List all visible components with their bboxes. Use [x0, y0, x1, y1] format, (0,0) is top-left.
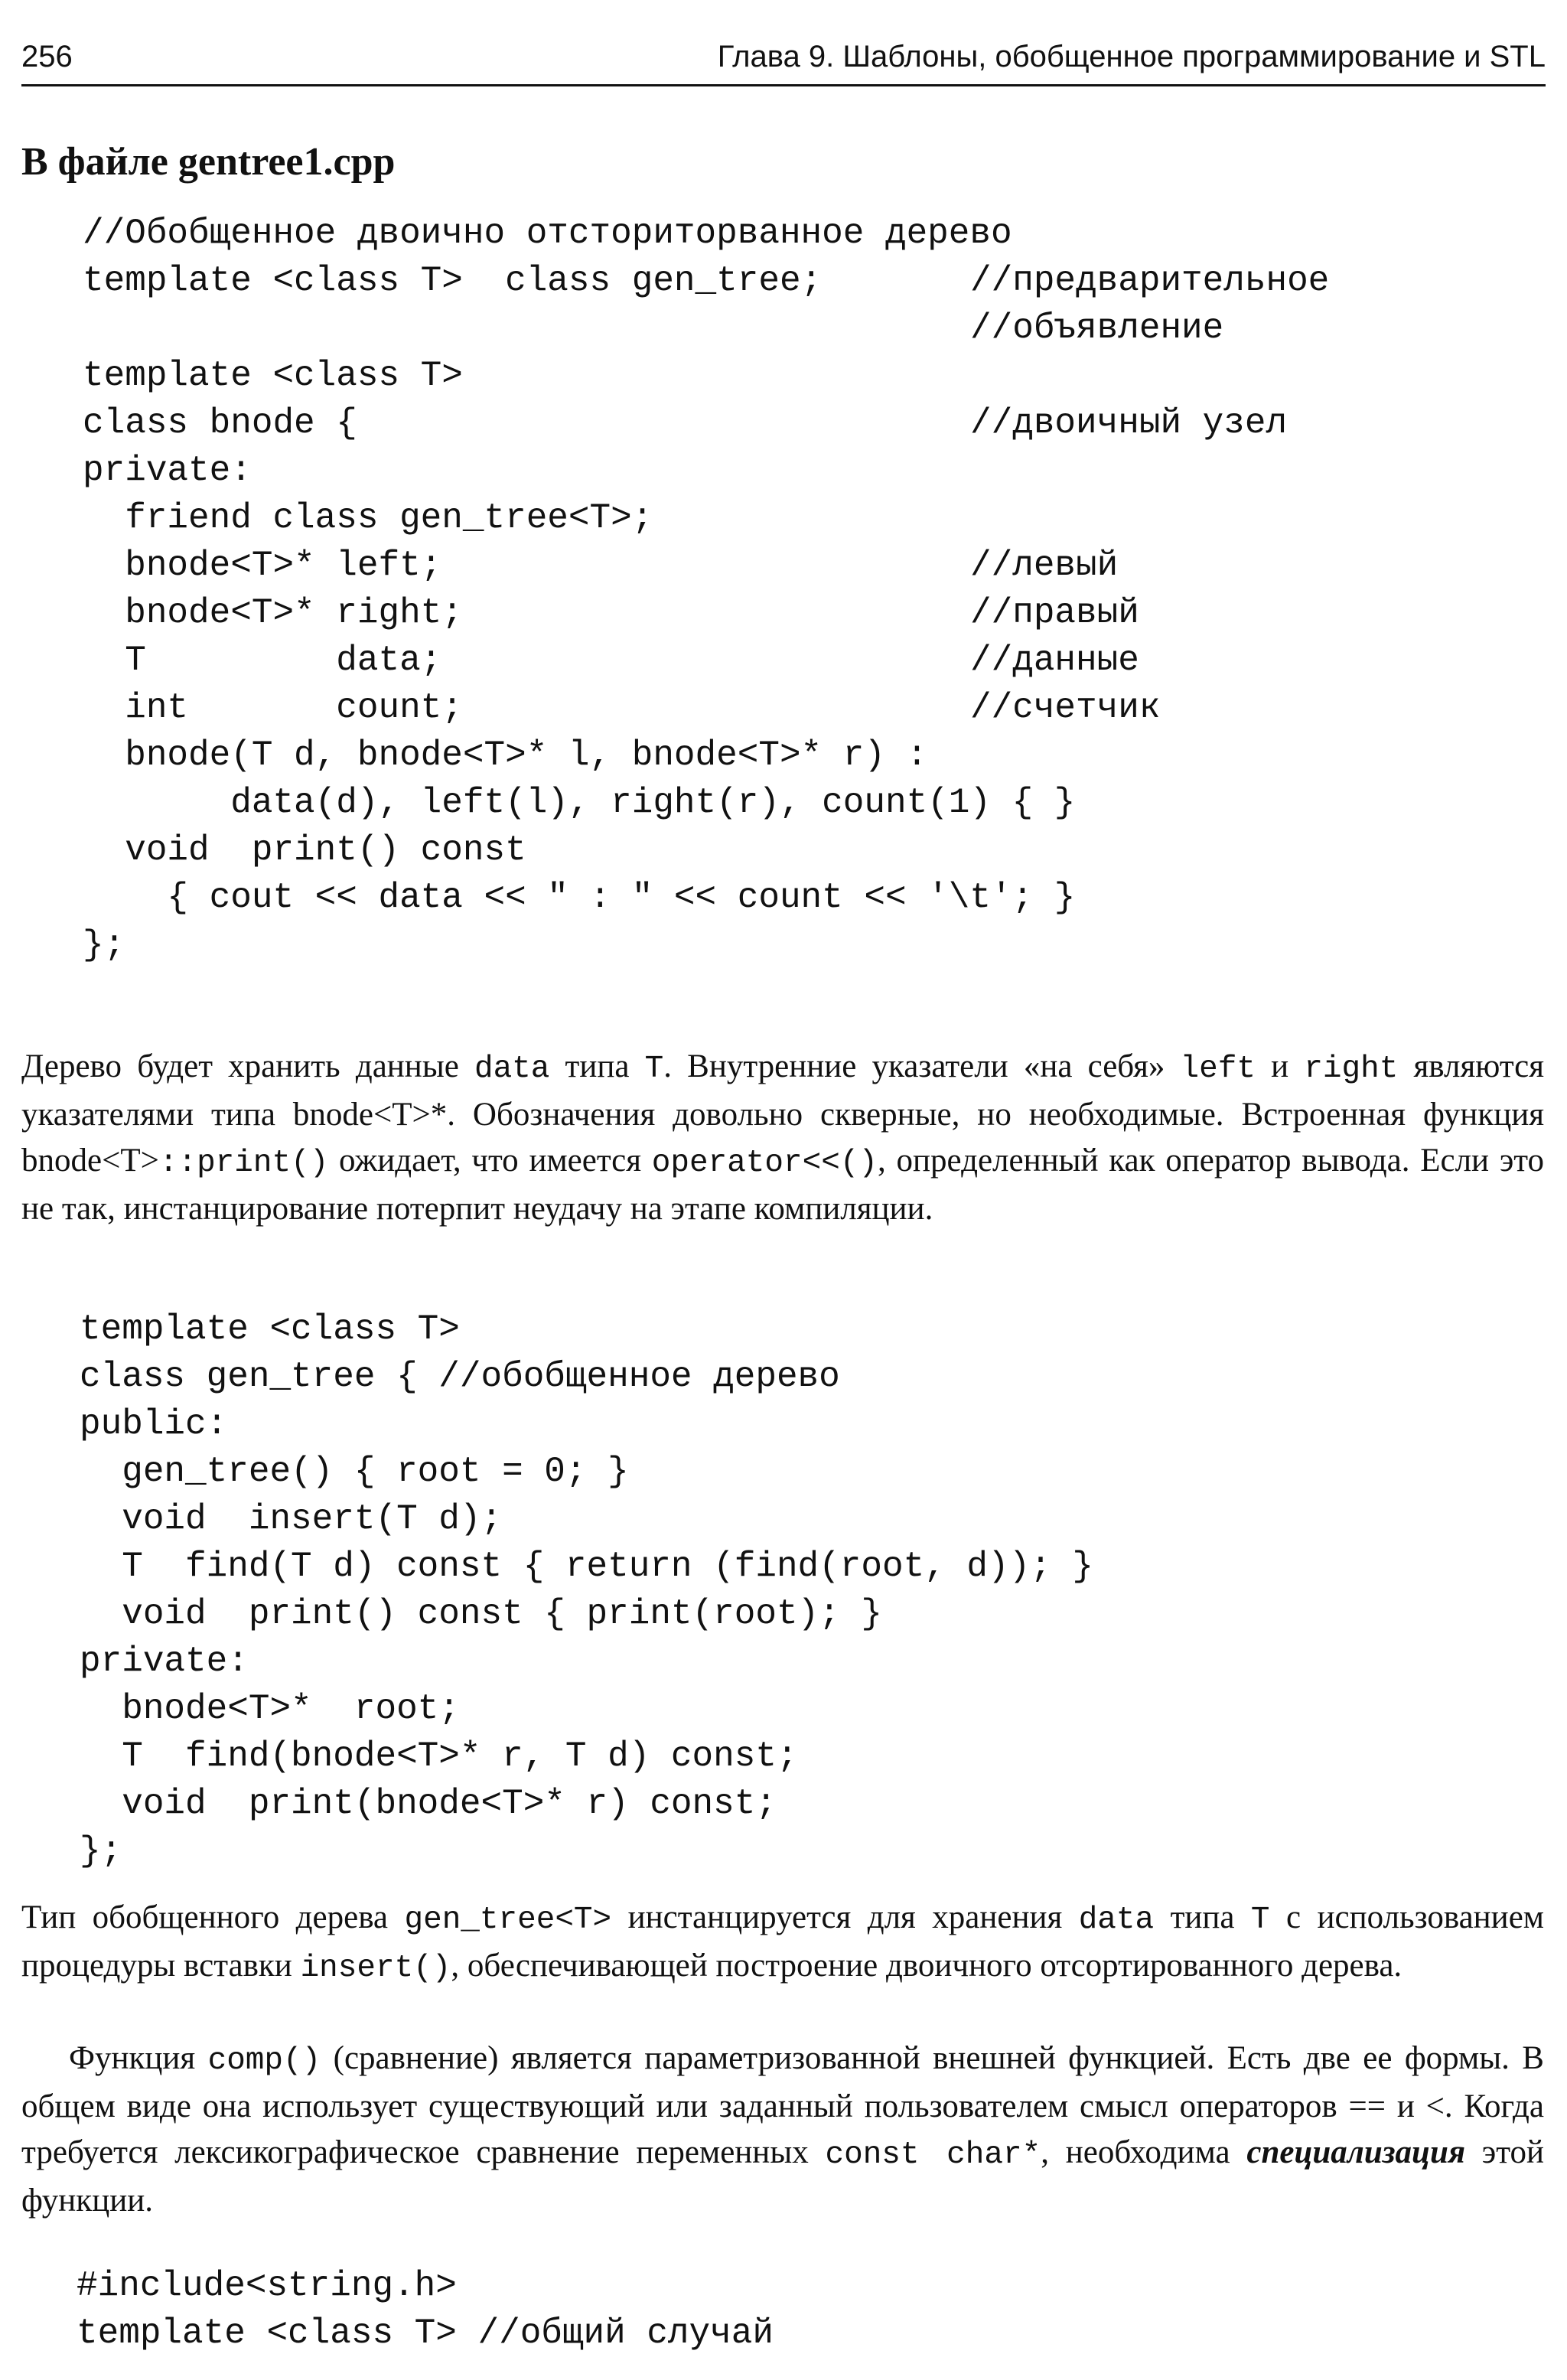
inline-code: ::print() [158, 1146, 329, 1181]
code-line [80, 1543, 1093, 1590]
code-text: class bnode { [83, 403, 357, 443]
inline-code: right [1304, 1051, 1399, 1087]
paragraph-gen-tree-description [21, 1895, 1544, 1991]
code-text: #include<string.h> [77, 2266, 457, 2306]
paragraph-comp-description [21, 2036, 1544, 2224]
text-run: Функция [69, 2040, 208, 2076]
code-line [80, 1827, 1093, 1875]
inline-code: insert() [300, 1951, 451, 1986]
code-block-comp [77, 2262, 774, 2357]
code-line [80, 1733, 1093, 1780]
code-line [83, 494, 1075, 542]
code-text: T find(T d) const { return (find(root, d)); } [80, 1547, 1094, 1586]
code-comment: //объявление [970, 308, 1224, 348]
code-text: void print() const [83, 830, 526, 870]
code-line [83, 257, 1330, 305]
code-text: }; [80, 1831, 122, 1871]
code-text: bnode<T>* root; [80, 1689, 460, 1729]
running-head [21, 40, 1546, 86]
code-text: bnode(T d, bnode<T>* l, bnode<T>* r) : [83, 735, 928, 775]
code-comment: //левый [970, 546, 1119, 585]
code-comment: //данные [970, 641, 1139, 680]
code-line [80, 1685, 1093, 1733]
inline-code: gen_tree<T> [404, 1902, 612, 1938]
code-text: //Обобщенное двоично отсториторванное дерево [83, 214, 1012, 253]
code-text: T data; [83, 641, 442, 680]
inline-code: operator<<() [651, 1146, 878, 1181]
code-text: private: [80, 1642, 249, 1681]
code-line [83, 637, 1139, 684]
code-line [83, 447, 1075, 494]
text-run: , обеспечивающей построение двоичного отсортированного дерева. [451, 1948, 1402, 1984]
code-text: bnode<T>* left; [83, 546, 442, 585]
text-run: и [1255, 1048, 1305, 1084]
text-run: типа [1154, 1899, 1251, 1935]
code-text: template <class T> [80, 1309, 460, 1349]
code-line [83, 779, 1075, 826]
code-text: template <class T> //общий случай [77, 2313, 774, 2353]
code-text: data(d), left(l), right(r), count(1) { } [83, 783, 1076, 823]
inline-code: comp() [207, 2043, 321, 2078]
inline-code: left [1180, 1051, 1256, 1087]
code-line [83, 921, 1075, 969]
code-text: template <class T> class gen_tree; [83, 261, 823, 301]
code-line [80, 1495, 1093, 1543]
code-line [80, 1780, 1093, 1827]
chapter-title: Глава 9. Шаблоны, обобщенное программирование и STL [717, 40, 1546, 73]
code-line [77, 2262, 774, 2310]
code-line [83, 210, 1075, 257]
code-line [80, 1448, 1093, 1495]
code-line [83, 352, 1075, 399]
text-run: , необходима [1041, 2134, 1247, 2170]
code-line [80, 1590, 1093, 1638]
text-run: являются указателями типа bnode<T>*. Обозначения довольно скверные, но необходимые. Встроенная функция bnode<T> [21, 1048, 1544, 1179]
text-run: с использованием процедуры вставки [21, 1899, 1544, 1984]
text-run: . Внутренние указатели «на себя» [663, 1048, 1181, 1084]
code-text: }; [83, 925, 125, 965]
section-heading: В файле gentree1.cpp [21, 140, 396, 184]
code-text: friend class gen_tree<T>; [83, 498, 653, 538]
code-line [80, 1353, 1093, 1400]
code-line [80, 1638, 1093, 1685]
inline-code: T [644, 1051, 664, 1087]
code-line [80, 1400, 1093, 1448]
code-line [77, 2310, 774, 2357]
code-comment: //двоичный узел [970, 403, 1288, 443]
code-text: T find(bnode<T>* r, T d) const; [80, 1736, 798, 1776]
text-run: инстанцируется для хранения [611, 1899, 1079, 1935]
code-comment: //правый [970, 593, 1139, 633]
code-text: public: [80, 1404, 228, 1444]
code-comment: //предварительное [970, 261, 1330, 301]
code-text: bnode<T>* right; [83, 593, 463, 633]
code-block-gen-tree [80, 1306, 1093, 1875]
code-line [83, 399, 1288, 447]
inline-code: const char* [825, 2137, 1041, 2173]
text-run: Тип обобщенного дерева [21, 1899, 405, 1935]
code-block-bnode [83, 210, 1330, 969]
code-line [83, 874, 1075, 921]
text-run: Дерево будет хранить данные [21, 1048, 474, 1084]
code-line [83, 732, 1075, 779]
inline-code: T [1250, 1902, 1270, 1938]
code-text: void insert(T d); [80, 1499, 503, 1539]
code-line [83, 684, 1161, 732]
code-text: void print(bnode<T>* r) const; [80, 1784, 777, 1824]
code-line [83, 589, 1139, 637]
text-run: ожидает, что имеется [328, 1143, 652, 1179]
code-text: { cout << data << " : " << count << '\t'; } [83, 878, 1076, 918]
code-text: class gen_tree { //обобщенное дерево [80, 1357, 840, 1397]
text-run: , определенный как оператор вывода. Если это не так, инстанцирование потерпит неудачу на этапе компиляции. [21, 1143, 1545, 1227]
page-number: 256 [21, 40, 73, 73]
inline-code: data [1078, 1902, 1155, 1938]
text-run: типа [549, 1048, 645, 1084]
emphasis: специализация [1246, 2134, 1466, 2170]
code-line [83, 305, 1224, 352]
code-line [83, 826, 1075, 874]
code-line [80, 1306, 1093, 1353]
inline-code: data [474, 1051, 550, 1087]
code-line [83, 542, 1119, 589]
code-text: int count; [83, 688, 463, 728]
paragraph-bnode-description [21, 1044, 1544, 1232]
code-text: void print() const { print(root); } [80, 1594, 882, 1634]
code-text: private: [83, 451, 252, 491]
code-text: gen_tree() { root = 0; } [80, 1452, 629, 1492]
code-text: template <class T> [83, 356, 463, 396]
text-run: этой функции. [21, 2134, 1544, 2219]
text-run: (сравнение) является параметризованной внешней функцией. Есть две ее формы. В общем виде она использует существующий или заданный пользователем смысл операторов == и <. Когда требуется лексикографическое сравнение переменных [21, 2040, 1544, 2170]
code-comment: //счетчик [970, 688, 1161, 728]
